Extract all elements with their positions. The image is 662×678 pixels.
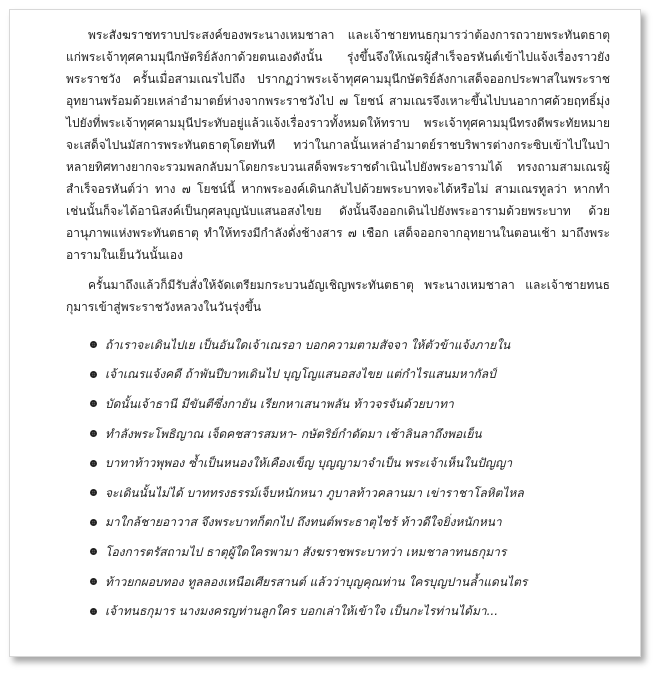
verse-item bbox=[66, 389, 610, 419]
bullet-circle-icon bbox=[90, 430, 97, 437]
verse-item bbox=[66, 448, 610, 478]
verse-text: ท้าวยกผอบทอง ทูลลองเหนือเศียรสานต์ แล้วว่าบุญคุณท่าน ใครบุญปานล้ำแดนไตร bbox=[105, 574, 528, 589]
paragraph-2: ครั้นมาถึงแล้วก็มีรับสั่งให้จัดเตรียมกระบวนอัญเชิญพระทันตธาตุ พระนางเหมชาลา และเจ้าชายทนธกุมารเข้าสู่พระราชวังหลวงในวันรุ่งขึ้น bbox=[66, 278, 610, 314]
bullet-circle-icon bbox=[90, 460, 97, 467]
verse-list bbox=[66, 330, 610, 626]
verse-item bbox=[66, 508, 610, 538]
verse-text: บาทาท้าวพุพอง ซ้ำเป็นหนองให้เคืองเข็ญ บุญญามาจำเป็น พระเจ้าเห็นในปัญญา bbox=[105, 456, 513, 471]
verse-text: เจ้าเณรแจ้งคดี ถ้าพันปีบาทเดินไป บุญโญแสนอสงไขย แต่กำไรแสนมหากัลป์ bbox=[105, 367, 496, 382]
bullet-circle-icon bbox=[90, 371, 97, 378]
bullet-circle-icon bbox=[90, 608, 97, 615]
bullet-circle-icon bbox=[90, 548, 97, 555]
verse-item bbox=[66, 330, 610, 360]
verse-item bbox=[66, 360, 610, 390]
verse-text: เจ้าทนธกุมาร นางมงครญท่านลูกใคร บอกเล่าให้เข้าใจ เป็นกะไรท่านได้มา... bbox=[105, 604, 499, 619]
verse-text: โองการตรัสถามไป ธาตุผู้ใดใครพามา สังฆราชพระบาทว่า เหมชาลาทนธกุมาร bbox=[105, 544, 507, 559]
verse-text: มาใกล้ชายอาวาส จึงพระบาทก็ตกไป ถึงทนต์พระธาตุไซร้ ท้าวดีใจยิ่งหนักหนา bbox=[105, 515, 502, 530]
verse-item bbox=[66, 478, 610, 508]
bullet-circle-icon bbox=[90, 578, 97, 585]
verse-text: บัดนั้นเจ้าธานี มีขันตีซึ่งกายัน เรียกหาเสนาพลัน ท้าวจรจันด้วยบาทา bbox=[105, 396, 454, 411]
verse-item bbox=[66, 567, 610, 597]
bullet-circle-icon bbox=[90, 519, 97, 526]
verse-item bbox=[66, 419, 610, 449]
verse-text: ถ้าเราจะเดินไปเย เป็นอันใดเจ้าเณรอา บอกความตามสัจจา ให้ตัวข้าแจ้งภายใน bbox=[105, 337, 511, 352]
verse-text: ทำลังพระโพธิญาณ เจ็ดคชสารสมหา- กษัตริย์กำดัดมา เช้าลินลาถึงพอเย็น bbox=[105, 426, 482, 441]
document-frame bbox=[9, 9, 641, 657]
paragraph-1: พระสังฆราชทราบประสงค์ของพระนางเหมชาลา และเจ้าชายทนธกุมารว่าต้องการถวายพระทันตธาตุแก่พระเจ้าทุศคามมุนีกษัตริย์ลังกาด้วยตนเองดังนั้น รุ่งขึ้นจึงให้เณรผู้สำเร็จอรหันต์เข้าไปแจ้งเรื่องราวยังพระราชวัง ครั้นเมื่อสามเณรไปถึง ปรากฏว่าพระเจ้าทุศคามมุนีกษัตริย์ลังกาเสด็จออกประพาสในพระราชอุทยานพร้อมด้วยเหล่าอำมาตย์ห่างจากพระราชวังไป ๗ โยชน์ สามเณรจึงเหาะขึ้นไปบนอากาศด้วยฤทธิ์มุ่งไปยังที่พระเจ้าทุศคามมุนีประทับอยู่แล้วแจ้งเรื่องราวทั้งหมดให้ทราบ พระเจ้าทุศคามมุนีทรงดีพระทัยหมายจะเสด็จไปนมัสการพระทันตธาตุโดยทันที ทว่าในกาลนั้นเหล่าอำมาตย์ราชบริพารต่างกระซิบเข้าไปในป่าหลายทิศทางยากจะรวมพลกลับมาโดยกระบวนเสด็จพระราชดำเนินไปยังพระอารามได้ ทรงถามสามเณรผู้สำเร็จอรหันต์ว่า ทาง ๗ โยชน์นี้ หากพระองค์เดินกลับไปด้วยพระบาทจะได้หรือไม่ สามเณรทูลว่า หากทำเช่นนั้นก็จะได้อานิสงค์เป็นกุศลบุญนับแสนอสงไขย ดังนั้นจึงออกเดินไปยังพระอารามด้วยพระบาท ด้วยอานุภาพแห่งพระทันตธาตุ ทำให้ทรงมีกำลังดั่งช้างสาร ๗ เชือก เสด็จออกจากอุทยานในตอนเช้า มาถึงพระอารามในเย็นวันนั้นเอง bbox=[66, 28, 610, 262]
bullet-circle-icon bbox=[90, 341, 97, 348]
bullet-circle-icon bbox=[90, 400, 97, 407]
verse-item bbox=[66, 596, 610, 626]
verse-item bbox=[66, 537, 610, 567]
bullet-circle-icon bbox=[90, 489, 97, 496]
document-body bbox=[66, 24, 610, 626]
verse-text: จะเดินนั้นไม่ได้ บาททรงธรรม์เจ็บหนักหนา ภูบาลท้าวคลานมา เข่าราชาโลหิตไหล bbox=[105, 485, 524, 500]
